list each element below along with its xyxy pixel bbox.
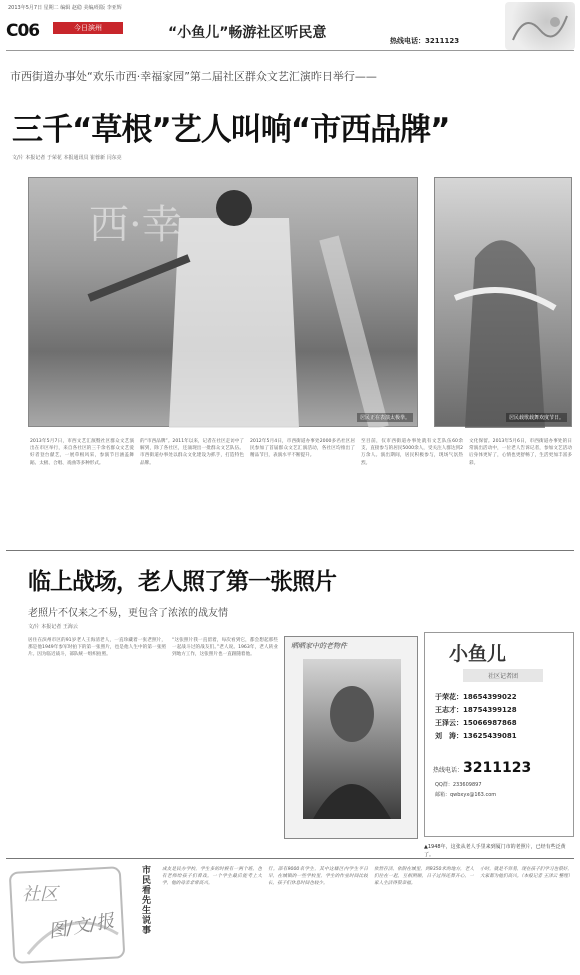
article1-col2: 的“市西品牌”。2011年以来，记者在社区走访中了解到，除了各社区，还涌现出一批群众文艺队伍。市西街道办事处以群众文化建设为抓手，打造特色品牌。 [140,439,244,466]
article1-col5: 文化保留。2013年5月6日，市西街道办事处的日常演出活动中，一位老人告诉记者，参加文艺活动后身体更好了，心情也更舒畅了，生活更加丰富多彩。 [469,439,572,466]
footer-col3: 依然存活，依附在城里，到9350米的地方，老人们住在一起，互相照顾，日子过得还算开心，一家人生活得很幸福。 [374,867,474,887]
old-photo-caption: ▲1948年，这张从老人手里来到厦门市的老照片，已经有些泛黄了。 [424,844,566,858]
dance-photo [434,177,572,427]
article2-subhead: 老照片不仅来之不易，更包含了浓浓的战友情 [28,608,228,619]
tai-chi-photo [28,177,418,427]
article1-kicker: 市西街道办事处“欢乐市西·幸福家园”第二届社区群众文艺汇演昨日举行—— [10,70,377,83]
footer-column-label: 市民看先生说事 [142,866,152,936]
article2-byline: 文/片 本报记者 王海云 [28,624,78,630]
article1-col3: 2012年5月4日，市西街道办事处2000多名社区居民参加了首届群众文艺汇演活动，各社区均推出了精品节目，表演水平不断提升。 [250,439,355,459]
svg-text:西·幸: 西·幸 [89,202,182,248]
article1-col4: 至目前，仅市西街道办事处就有文艺队伍60余支，直接参与的居民5000余人，受关注人群达到2万余人。演出期间，居民积极参与，现场气氛热烈。 [361,439,463,466]
header-rule [6,50,574,51]
article2-headline: 临上战场，老人照了第一张照片 [28,569,336,595]
section-badge: 今日滨州 [53,22,123,34]
footer-col2: 行。部有9000名学生，其中这辖区内学生平日早，在城镇的一些学校里，学生的作业时间比较长，孩子们休息时间也较少。 [268,867,368,887]
reporter-sidebar [424,632,574,837]
sidebar-email: 邮箱：qwbxyx@163.com [435,792,497,798]
stamp-text-1: 社区 [22,884,58,905]
article2-col1: 居住在滨州市区的91岁老人王海清老人，一直珍藏着一张老照片，那是他1949年参军时拍下的第一张照片，也是他人生中的第一张照片。因为临近战斗，部队统一组织拍照。 [28,638,166,658]
contact-row: 于荣花：18654399022 [435,693,517,701]
soldier-portrait [303,659,401,819]
header-logo-art [505,2,575,50]
sidebar-hotline: 热线电话：3211123 [433,760,532,776]
footer-rule [6,858,574,859]
community-stamp [8,864,133,969]
column-title: “小鱼儿”畅游社区听民意 [168,25,327,41]
hotline: 热线电话：3211123 [390,37,460,45]
old-photo-title: 晒晒家中的老物件 [291,642,347,650]
photo2-caption: 居民载歌载舞欢度节日。 [506,413,567,422]
page-number: C06 [6,21,40,41]
footer-col4: 小时，就是不容易，现在孩子们学习也很好，大家都为他们高兴。（本报记者 王泽云 整理） [480,867,572,880]
contact-row: 王志才：18754399128 [435,706,517,714]
sidebar-brand: 小鱼儿 [449,643,507,665]
sidebar-subtitle: 社区记者团 [463,669,543,682]
article1-headline: 三千“草根”艺人叫响“市西品牌” [12,112,450,148]
contact-row: 王泽云：15066987868 [435,719,517,727]
article2-col2: “这张照片我一直留着，每次看到它，都会想起那些一起战斗过的战友们。”老人说。1963年，老人转业到地方工作，这张照片也一直跟随着他。 [172,638,278,658]
contact-row: 刘 涛：13625439081 [435,732,517,740]
dateline: 2013年5月7日 星期二 编辑 赵稳 美编/组版 李亚辉 [8,5,122,11]
sidebar-qq: QQ群：233609897 [435,782,482,788]
footer-col1: 成友是民办学校，学生多的时候有一两个班，也有老师给孩子们看戏。一个学生最后能考上大学，他的母亲非常高兴。 [162,867,262,887]
article1-col1: 2013年5月7日，市西文艺汇演暨社区群众文艺演出在市区举行，来自各社区的三千余名群众文艺爱好者登台献艺，一展草根风采，参演节目涵盖舞蹈、太极、合唱、戏曲等多种形式。 [30,439,134,466]
article1-byline: 文/片 本报记者 于荣花 本报通讯员 崔蓉新 闫东亮 [12,155,122,161]
photo1-caption: 居民正在表演太极拳。 [357,413,413,422]
section-divider [6,550,574,551]
stamp-text-2: 图/文/报 [46,910,116,943]
old-photo-frame [284,636,418,839]
contact-list [435,691,517,743]
